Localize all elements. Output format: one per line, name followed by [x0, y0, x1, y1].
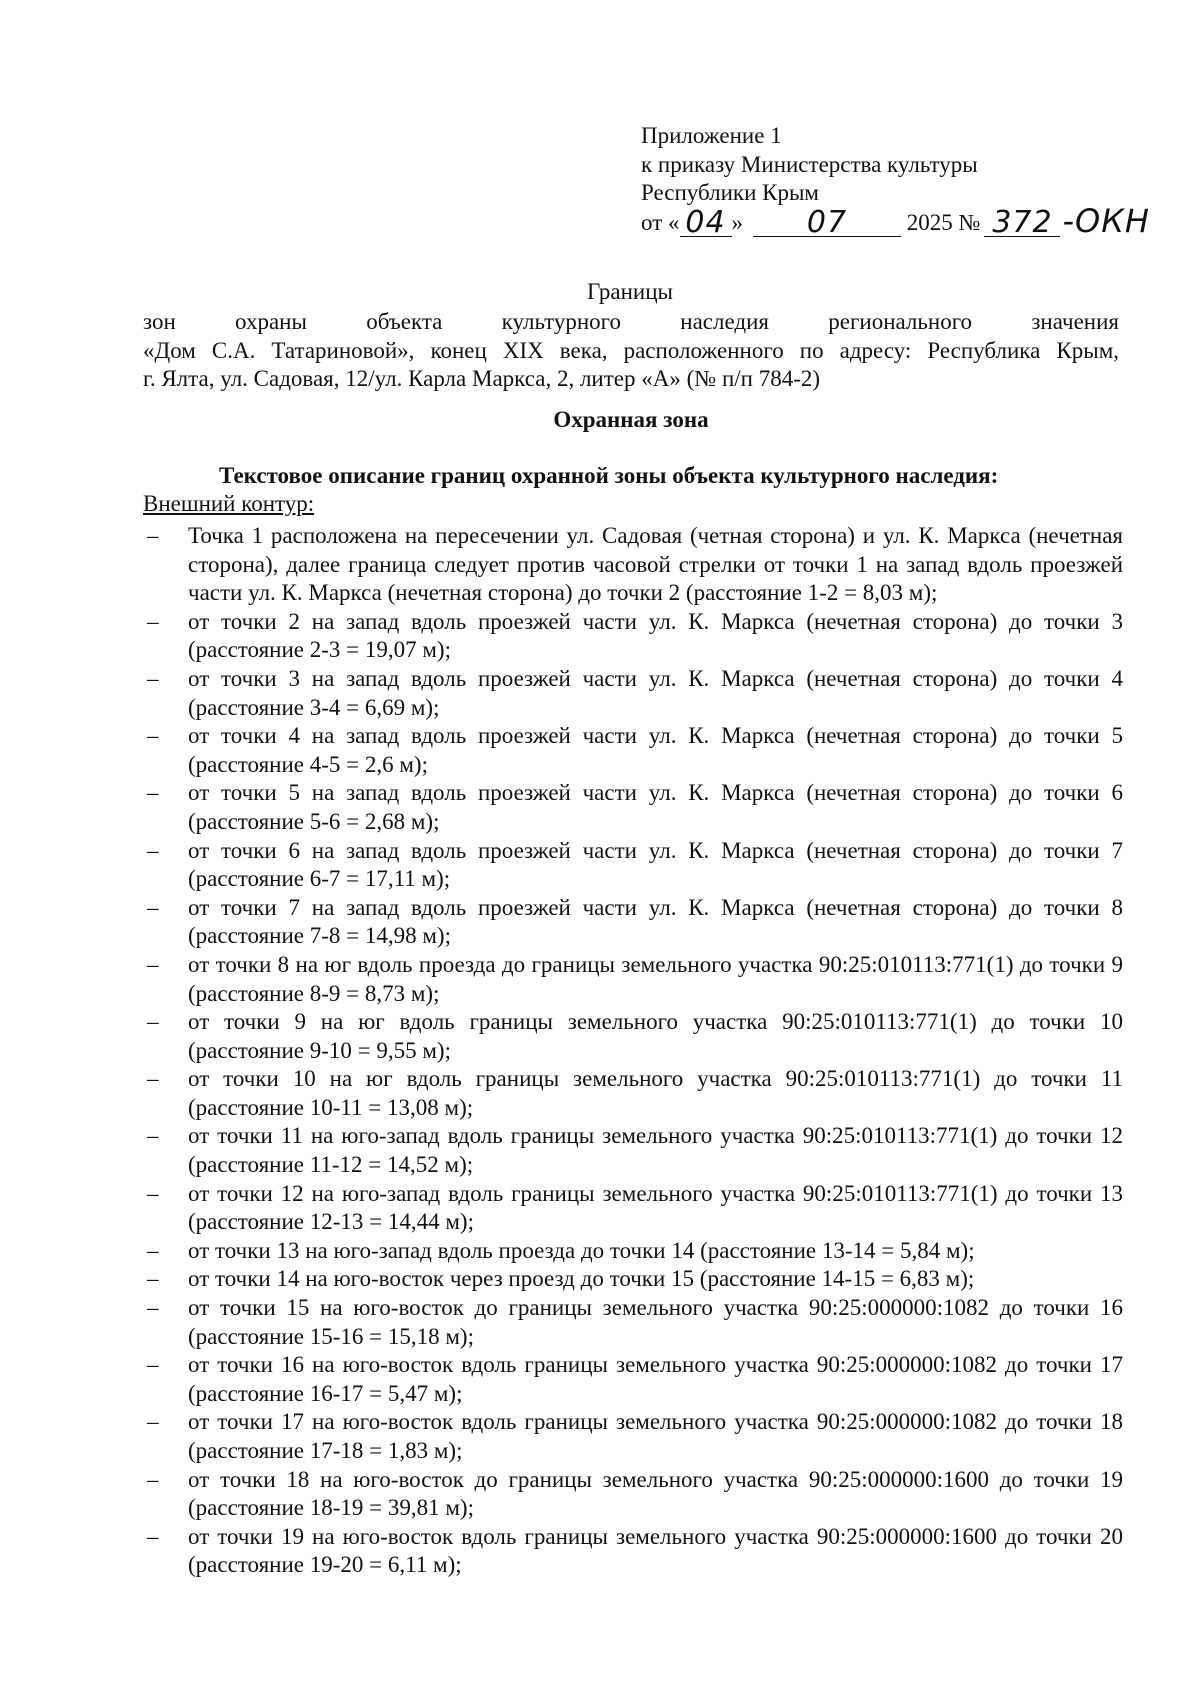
document-subtitle [143, 308, 1119, 394]
appendix-republic: Республики Крым [641, 180, 819, 205]
list-item [143, 1351, 1123, 1408]
list-item-text: от точки 2 на запад вдоль проезжей части ул. К. Маркса (нечетная сторона) до точки 3 (расстояние 2-3 = 19,07 м); [188, 608, 1123, 663]
list-item [143, 1523, 1123, 1580]
list-item-text: Точка 1 расположена на пересечении ул. Садовая (четная сторона) и ул. К. Маркса (нечетная сторона), далее граница следует против часовой стрелки от точки 1 на запад вдоль проезжей части ул. К. Маркса (нечетная сторона) до точки 2 (расстояние 1-2 = 8,03 м); [188, 523, 1123, 606]
dash-bullet: – [147, 1180, 159, 1206]
dash-bullet: – [147, 951, 159, 977]
list-item-text: от точки 7 на запад вдоль проезжей части ул. К. Маркса (нечетная сторона) до точки 8 (расстояние 7-8 = 14,98 м); [188, 894, 1123, 949]
zone-heading: Охранная зона [553, 407, 709, 432]
subtitle-line-2: «Дом С.А. Татариновой», конец XIX века, расположенного по адресу: Республика Крым, [143, 337, 1119, 363]
handwritten-day: 04 [680, 210, 732, 237]
list-item-text: от точки 3 на запад вдоль проезжей части ул. К. Маркса (нечетная сторона) до точки 4 (расстояние 3-4 = 6,69 м); [188, 665, 1123, 720]
list-item-text: от точки 8 на юг вдоль проезда до границы земельного участка 90:25:010113:771(1) до точки 9 (расстояние 8-9 = 8,73 м); [188, 951, 1123, 1006]
list-item [143, 665, 1123, 722]
list-item [143, 1065, 1123, 1122]
list-item-text: от точки 17 на юго-восток вдоль границы земельного участка 90:25:000000:1082 до точки 18 (расстояние 17-18 = 1,83 м); [188, 1409, 1123, 1463]
handwritten-order-number: 372 [984, 210, 1060, 237]
dash-bullet: – [147, 1009, 159, 1035]
dash-bullet: – [147, 1295, 159, 1321]
list-item-text: от точки 6 на запад вдоль проезжей части ул. К. Маркса (нечетная сторона) до точки 7 (расстояние 6-7 = 17,11 м); [188, 837, 1123, 892]
list-item-text: от точки 18 на юго-восток до границы земельного участка 90:25:000000:1600 до точки 19 (расстояние 18-19 = 39,81 м); [188, 1466, 1123, 1521]
dash-bullet: – [147, 1523, 159, 1549]
dash-bullet: – [147, 1123, 159, 1149]
date-mid: » [731, 209, 743, 235]
list-item [143, 1466, 1123, 1523]
date-prefix: от « [641, 209, 680, 235]
dash-bullet: – [147, 894, 159, 920]
dash-bullet: – [147, 780, 159, 806]
list-item-text: от точки 4 на запад вдоль проезжей части ул. К. Маркса (нечетная сторона) до точки 5 (расстояние 4-5 = 2,6 м); [188, 723, 1123, 777]
list-item-text: от точки 16 на юго-восток вдоль границы земельного участка 90:25:000000:1082 до точки 17 (расстояние 16-17 = 5,47 м); [188, 1352, 1123, 1406]
list-item [143, 522, 1123, 608]
list-item [143, 1122, 1123, 1179]
appendix-order-ref: к приказу Министерства культуры [641, 151, 978, 177]
subtitle-line-3: г. Ялта, ул. Садовая, 12/ул. Карла Маркса, 2, литер «А» (№ п/п 784-2) [143, 366, 821, 392]
list-item [143, 779, 1123, 836]
list-item-text: от точки 19 на юго-восток вдоль границы земельного участка 90:25:000000:1600 до точки 20 (расстояние 19-20 = 6,11 м); [188, 1523, 1123, 1578]
dash-bullet: – [147, 1066, 159, 1092]
appendix-block [641, 122, 1150, 240]
date-year: 2025 № [906, 209, 981, 235]
dash-bullet: – [147, 1352, 159, 1378]
list-item [143, 837, 1123, 894]
list-item-text: от точки 10 на юг вдоль границы земельного участка 90:25:010113:771(1) до точки 11 (расстояние 10-11 = 13,08 м); [188, 1066, 1123, 1120]
list-item-text: от точки 13 на юго-запад вдоль проезда до точки 14 (расстояние 13-14 = 5,84 м); [188, 1237, 975, 1263]
list-item [143, 1294, 1123, 1351]
document-title: Границы [587, 279, 673, 304]
list-item [143, 1237, 1123, 1266]
list-item-text: от точки 12 на юго-запад вдоль границы земельного участка 90:25:010113:771(1) до точки 13 (расстояние 12-13 = 14,44 м); [188, 1180, 1123, 1235]
list-item [143, 1265, 1123, 1294]
list-item-text: от точки 15 на юго-восток до границы земельного участка 90:25:000000:1082 до точки 16 (расстояние 15-16 = 15,18 м); [188, 1295, 1123, 1349]
list-item [143, 951, 1123, 1008]
list-item [143, 608, 1123, 665]
dash-bullet: – [147, 1466, 159, 1492]
contour-label: Внешний контур: [143, 491, 315, 516]
list-item [143, 1180, 1123, 1237]
dash-bullet: – [147, 837, 159, 863]
handwritten-order-suffix: -ОКН [1062, 201, 1150, 240]
list-item [143, 1008, 1123, 1065]
order-date-line [641, 201, 1150, 240]
dash-bullet: – [147, 1409, 159, 1435]
description-heading: Текстовое описание границ охранной зоны объекта культурного наследия: [219, 463, 999, 488]
list-item [143, 894, 1123, 951]
dash-bullet: – [147, 608, 159, 634]
dash-bullet: – [147, 1237, 159, 1263]
list-item-text: от точки 11 на юго-запад вдоль границы земельного участка 90:25:010113:771(1) до точки 12 (расстояние 11-12 = 14,52 м); [188, 1123, 1123, 1178]
dash-bullet: – [147, 523, 159, 548]
list-item-text: от точки 5 на запад вдоль проезжей части ул. К. Маркса (нечетная сторона) до точки 6 (расстояние 5-6 = 2,68 м); [188, 780, 1123, 834]
list-item [143, 1408, 1123, 1465]
appendix-title: Приложение 1 [641, 123, 782, 148]
handwritten-month: 07 [753, 210, 901, 237]
subtitle-line-1: зон охраны объекта культурного наследия регионального значения [143, 309, 1119, 334]
boundary-list [143, 522, 1123, 1580]
list-item [143, 722, 1123, 779]
dash-bullet: – [147, 1266, 159, 1292]
list-item-text: от точки 14 на юго-восток через проезд до точки 15 (расстояние 14-15 = 6,83 м); [188, 1266, 975, 1292]
dash-bullet: – [147, 665, 159, 691]
list-item-text: от точки 9 на юг вдоль границы земельного участка 90:25:010113:771(1) до точки 10 (расстояние 9-10 = 9,55 м); [188, 1009, 1123, 1063]
dash-bullet: – [147, 723, 159, 749]
